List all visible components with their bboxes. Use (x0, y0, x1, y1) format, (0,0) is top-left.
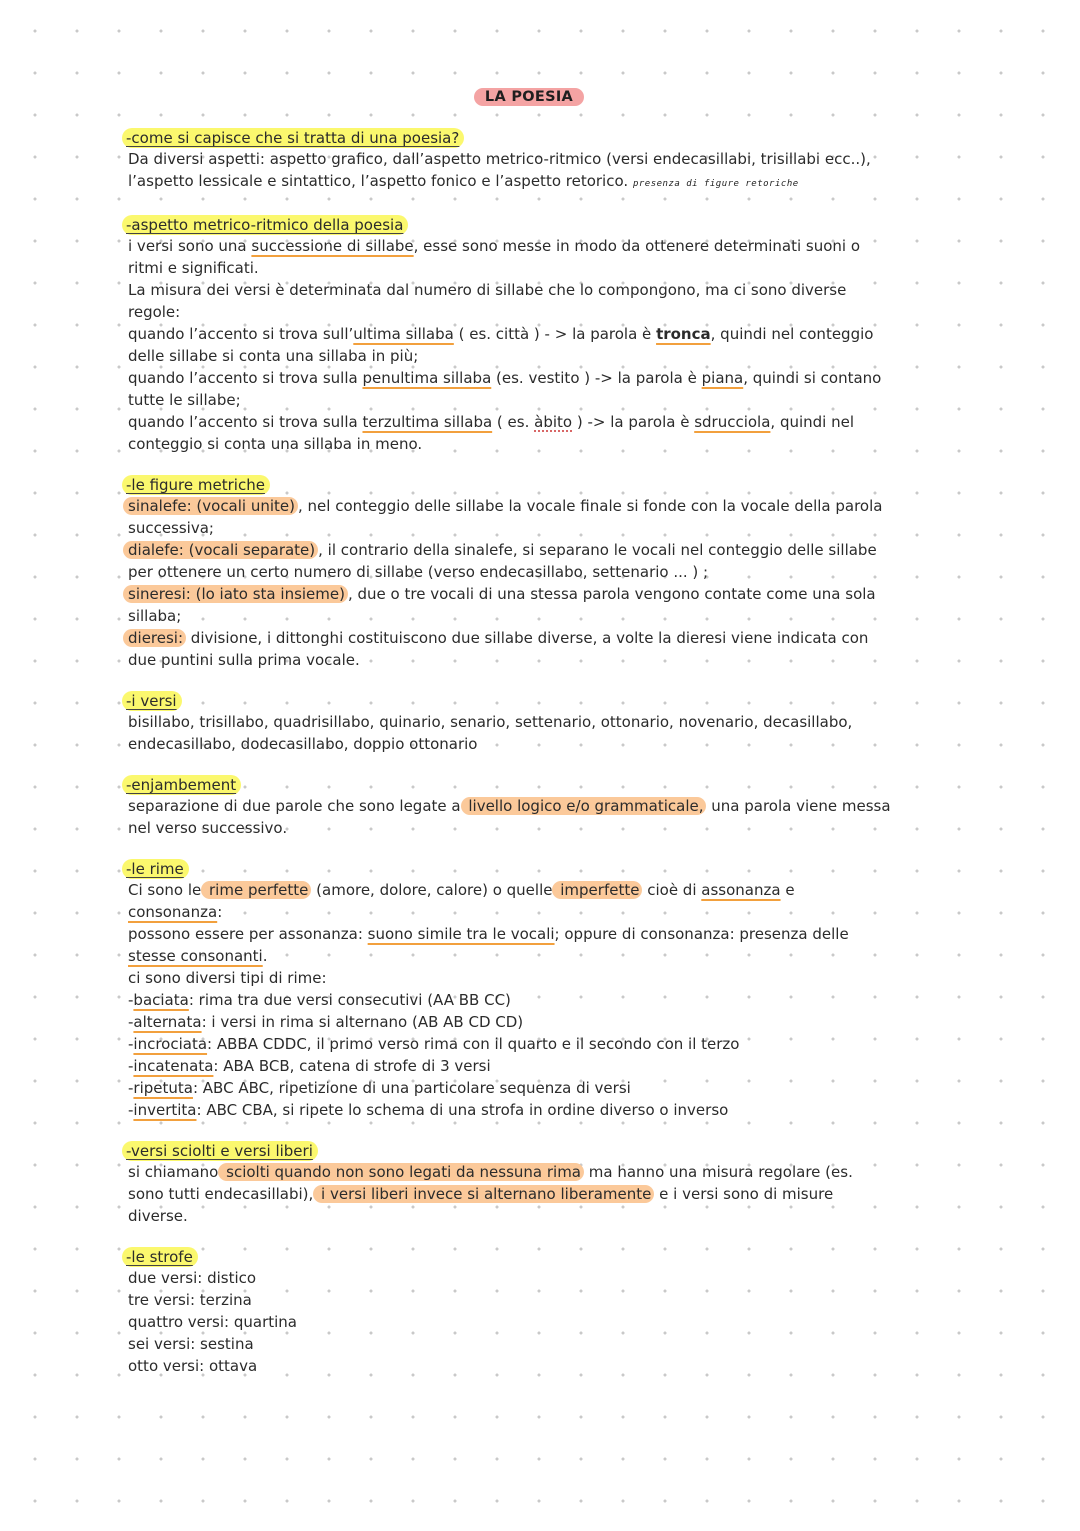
text: ( es. città ) - > la parola è (453, 325, 657, 343)
text: e (780, 881, 795, 899)
rhyme-type: -incatenata: ABA BCB, catena di strofe di 3 versi (128, 1057, 491, 1075)
rhyme-desc: : ABA BCB, catena di strofe di 3 versi (213, 1057, 491, 1075)
paragraph-line: bisillabo, trisillabo, quadrisillabo, quinario, senario, settenario, ottonario, novenario, decasillabo, (128, 713, 853, 731)
section-riconoscere-poesia (128, 128, 938, 195)
paragraph-line (128, 170, 938, 195)
text: , quindi nel conteggio (710, 325, 874, 343)
text: (amore, dolore, calore) o quelle (311, 881, 553, 899)
paragraph-line: sillaba; (128, 607, 182, 625)
paragraph-line (128, 411, 938, 433)
section-enjambement (128, 775, 938, 839)
section-versi-sciolti-liberi (128, 1141, 938, 1227)
highlighted-term: sineresi: (lo iato sta insieme) (123, 585, 348, 603)
highlighted-term: sciolti quando non sono legati da nessuna rima (218, 1163, 584, 1181)
text: ; oppure di consonanza: presenza delle (554, 925, 849, 943)
underlined-term: terzultima sillaba (362, 413, 493, 431)
underlined-term: consonanza (128, 903, 218, 921)
text: ( es. (492, 413, 535, 431)
paragraph-line (128, 945, 938, 967)
rhyme-desc: : ABC ABC, ripetizione di una particolare sequenza di versi (192, 1079, 631, 1097)
underlined-term: sdrucciola (694, 413, 771, 431)
text: quando l’accento si trova sulla (128, 413, 363, 431)
underlined-term: piana (701, 369, 744, 387)
paragraph-line: per ottenere un certo numero di sillabe (verso endecasillabo, settenario ... ) ; (128, 563, 709, 581)
text: cioè di (642, 881, 702, 899)
text: , il contrario della sinalefe, si separano le vocali nel conteggio delle sillabe (318, 541, 877, 559)
list-item: otto versi: ottava (128, 1357, 258, 1375)
rhyme-type: -alternata: i versi in rima si alternano (AB AB CD CD) (128, 1013, 524, 1031)
paragraph-line (128, 539, 938, 561)
paragraph-line (128, 795, 938, 817)
section-heading: -i versi (122, 691, 182, 711)
text: i versi sono una (128, 237, 252, 255)
text: , quindi nel (770, 413, 855, 431)
rhyme-desc: : ABBA CDDC, il primo verso rima con il quarto e il secondo con il terzo (207, 1035, 740, 1053)
text: , due o tre vocali di una stessa parola vengono contate come una sola (347, 585, 876, 603)
highlighted-term: i versi liberi invece si alternano liberamente (313, 1185, 654, 1203)
paragraph-line: nel verso successivo. (128, 819, 288, 837)
list-item: due versi: distico (128, 1269, 257, 1287)
paragraph-line (128, 627, 938, 649)
rhyme-name: invertita (133, 1101, 197, 1119)
rhyme-name: incrociata (133, 1035, 208, 1053)
text: ) -> la parola è (572, 413, 695, 431)
underlined-term: assonanza (701, 881, 781, 899)
rhyme-name: incatenata (133, 1057, 214, 1075)
section-rime (128, 859, 938, 1121)
paragraph-line (128, 495, 938, 517)
paragraph-line (128, 323, 938, 345)
rhyme-name: alternata (133, 1013, 202, 1031)
paragraph-line (128, 879, 938, 901)
bold-term: tronca (656, 325, 711, 343)
underlined-term: successione di sillabe (251, 237, 414, 255)
list-item: tre versi: terzina (128, 1291, 252, 1309)
paragraph-line: diverse. (128, 1207, 188, 1225)
highlighted-term: livello logico e/o grammaticale, (461, 797, 707, 815)
highlighted-term: imperfette (552, 881, 642, 899)
section-heading: -enjambement (122, 775, 241, 795)
handwritten-note: presenza di figure retoriche (632, 179, 799, 189)
text: . (262, 947, 268, 965)
paragraph-line (128, 583, 938, 605)
paragraph-line (128, 901, 938, 923)
paragraph-line: regole: (128, 303, 181, 321)
text: (es. vestito ) -> la parola è (491, 369, 702, 387)
text: ma hanno una misura regolare (es. (584, 1163, 853, 1181)
paragraph-line: Da diversi aspetti: aspetto grafico, dall’aspetto metrico-ritmico (versi endecasillabi, trisillabi ecc..), (128, 150, 871, 168)
paragraph-line: successiva; (128, 519, 214, 537)
notes-page (128, 86, 938, 1397)
list-item: quattro versi: quartina (128, 1313, 297, 1331)
highlighted-term: rime perfette (201, 881, 311, 899)
text: quando l’accento si trova sull’ (128, 325, 354, 343)
paragraph-line: due puntini sulla prima vocale. (128, 651, 360, 669)
text: divisione, i dittonghi costituiscono due sillabe diverse, a volte la dieresi viene indicata con (186, 629, 869, 647)
paragraph-line (128, 1161, 938, 1183)
underlined-term: suono simile tra le vocali (367, 925, 555, 943)
rhyme-desc: : rima tra due versi consecutivi (AA BB CC) (188, 991, 511, 1009)
section-versi (128, 691, 938, 755)
highlighted-term: dieresi: (123, 629, 186, 647)
rhyme-desc: : ABC CBA, si ripete lo schema di una strofa in ordine diverso o inverso (196, 1101, 729, 1119)
paragraph-line: endecasillabo, dodecasillabo, doppio ottonario (128, 735, 478, 753)
paragraph-line: tutte le sillabe; (128, 391, 241, 409)
paragraph-line (128, 235, 938, 257)
page-title: LA POESIA (474, 88, 584, 106)
rhyme-desc: : i versi in rima si alternano (AB AB CD CD) (201, 1013, 524, 1031)
text: l’aspetto lessicale e sintattico, l’aspetto fonico e l’aspetto retorico. (128, 172, 629, 190)
paragraph-line (128, 923, 938, 945)
underlined-term: penultima sillaba (362, 369, 492, 387)
rhyme-type: -incrociata: ABBA CDDC, il primo verso rima con il quarto e il secondo con il terzo (128, 1035, 740, 1053)
rhyme-name: ripetuta (133, 1079, 193, 1097)
section-heading: -le rime (122, 859, 189, 879)
section-heading: -come si capisce che si tratta di una poesia? (122, 128, 464, 148)
section-heading: -le figure metriche (122, 475, 270, 495)
paragraph-line: ritmi e significati. (128, 259, 259, 277)
text: sono tutti endecasillabi), (128, 1185, 314, 1203)
section-heading: -versi sciolti e versi liberi (122, 1141, 318, 1161)
text: una parola viene messa (706, 797, 891, 815)
rhyme-name: baciata (133, 991, 189, 1009)
text: si chiamano (128, 1163, 219, 1181)
text: Ci sono le (128, 881, 202, 899)
paragraph-line (128, 367, 938, 389)
example-word: àbito (534, 413, 573, 431)
paragraph-line: ci sono diversi tipi di rime: (128, 969, 327, 987)
rhyme-type: -baciata: rima tra due versi consecutivi (AA BB CC) (128, 991, 511, 1009)
paragraph-line: delle sillabe si conta una sillaba in più; (128, 347, 419, 365)
paragraph-line: conteggio si conta una sillaba in meno. (128, 435, 423, 453)
text: quando l’accento si trova sulla (128, 369, 363, 387)
section-strofe (128, 1247, 938, 1377)
section-heading: -aspetto metrico-ritmico della poesia (122, 215, 408, 235)
highlighted-term: sinalefe: (vocali unite) (123, 497, 298, 515)
paragraph-line: La misura dei versi è determinata dal numero di sillabe che lo compongono, ma ci sono diverse (128, 281, 847, 299)
rhyme-type: -ripetuta: ABC ABC, ripetizione di una particolare sequenza di versi (128, 1079, 631, 1097)
paragraph-line (128, 1183, 938, 1205)
underlined-term: stesse consonanti (128, 947, 263, 965)
text: : (217, 903, 223, 921)
text: , quindi si contano (743, 369, 882, 387)
section-heading: -le strofe (122, 1247, 198, 1267)
section-figure-metriche (128, 475, 938, 671)
underlined-term: ultima sillaba (353, 325, 454, 343)
section-metrico-ritmico (128, 215, 938, 455)
highlighted-term: dialefe: (vocali separate) (123, 541, 318, 559)
text: , esse sono messe in modo da ottenere determinati suoni o (413, 237, 861, 255)
text: possono essere per assonanza: (128, 925, 368, 943)
rhyme-type: -invertita: ABC CBA, si ripete lo schema di una strofa in ordine diverso o inverso (128, 1101, 729, 1119)
text: , nel conteggio delle sillabe la vocale finale si fonde con la vocale della parola (298, 497, 883, 515)
title-row (120, 86, 938, 106)
text: e i versi sono di misure (654, 1185, 834, 1203)
list-item: sei versi: sestina (128, 1335, 254, 1353)
text: separazione di due parole che sono legate a (128, 797, 461, 815)
